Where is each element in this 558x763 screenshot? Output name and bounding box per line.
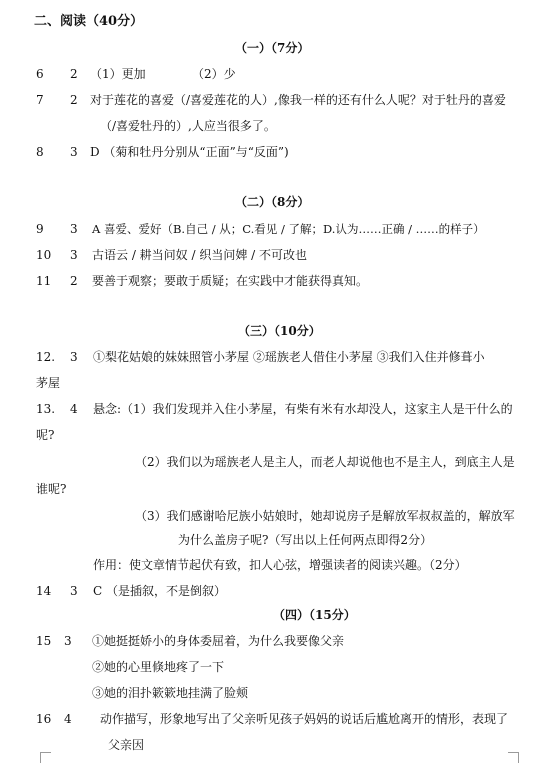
section-title: 二、阅读（40分）	[34, 14, 144, 29]
q16-score: 4	[64, 712, 72, 726]
q13-line2: 呢?	[36, 428, 55, 442]
q7-answer-line1: 对于莲花的喜爱（/喜爱莲花的人）,像我一样的还有什么人呢？对于牡丹的喜爱	[90, 93, 506, 107]
q15-answer-1: ①她挺挺娇小的身体委屈着，为什么我要像父亲	[92, 634, 345, 648]
q13-line5: （3）我们感谢哈尼族小姑娘时，她却说房子是解放军叔叔盖的，解放军	[135, 509, 515, 523]
q8-answer: D （菊和牡丹分别从“正面”与“反面”)	[90, 145, 289, 159]
q8-score: 3	[70, 145, 78, 159]
q11-score: 2	[70, 274, 78, 288]
q13-line4: 谁呢?	[36, 482, 67, 496]
part2-title: （二）（8分）	[235, 195, 310, 209]
q12-answer-line1: ①梨花姑娘的妹妹照管小茅屋 ②瑶族老人借住小茅屋 ③我们入住并修葺小	[93, 350, 485, 364]
q6-score: 2	[70, 67, 78, 81]
q7-answer-line2: （/喜爱牡丹的）,人应当很多了。	[100, 119, 276, 133]
q15-answer-3: ③她的泪扑簌簌地挂满了脸颊	[92, 686, 249, 700]
q13-score: 4	[70, 402, 78, 416]
q6-answer-2: （2）少	[192, 67, 236, 81]
q13-line7: 作用：使文章情节起伏有致，扣人心弦，增强读者的阅读兴趣。（2分）	[93, 558, 467, 572]
q14-answer: C （是插叙，不是倒叙）	[93, 584, 226, 598]
q8-number: 8	[36, 145, 44, 159]
q10-score: 3	[70, 248, 78, 262]
q9-number: 9	[36, 222, 44, 236]
q16-answer-line2: 父亲因	[108, 738, 145, 752]
q11-number: 11	[36, 274, 52, 288]
q9-answer: A 喜爱、爱好（B.自己 / 从；C.看见 / 了解；D.认为……正确 / ……的样子）	[92, 222, 485, 236]
q16-answer-line1: 动作描写，形象地写出了父亲听见孩子妈妈的说话后尴尬离开的情形，表现了	[100, 712, 509, 726]
q12-score: 3	[70, 350, 78, 364]
q13-line3: （2）我们以为瑶族老人是主人，而老人却说他也不是主人，到底主人是	[135, 455, 515, 469]
q10-answer: 古语云 / 耕当问奴 / 织当问婢 / 不可改也	[92, 248, 308, 262]
q14-number: 14	[36, 584, 52, 598]
q10-number: 10	[36, 248, 52, 262]
q14-score: 3	[70, 584, 78, 598]
q9-score: 3	[70, 222, 78, 236]
page-corner-mark-left	[40, 752, 51, 763]
q13-number: 13.	[36, 402, 56, 416]
page-corner-mark-right	[508, 752, 519, 763]
q7-score: 2	[70, 93, 78, 107]
part1-title: （一）（7分）	[235, 41, 310, 55]
q11-answer: 要善于观察；要敢于质疑；在实践中才能获得真知。	[92, 274, 369, 288]
q13-line6: 为什么盖房子呢?（写出以上任何两点即得2分）	[178, 533, 433, 547]
q16-number: 16	[36, 712, 52, 726]
q12-answer-line2: 茅屋	[36, 376, 61, 390]
q13-line1: 悬念:（1）我们发现并入住小茅屋，有柴有米有水却没人，这家主人是干什么的	[93, 402, 513, 416]
q7-number: 7	[36, 93, 44, 107]
q15-number: 15	[36, 634, 52, 648]
part3-title: （三）（10分）	[238, 324, 321, 338]
q15-answer-2: ②她的心里倏地疼了一下	[92, 660, 225, 674]
q6-number: 6	[36, 67, 44, 81]
q12-number: 12.	[36, 350, 56, 364]
part4-title: （四）（15分）	[273, 608, 356, 622]
q15-score: 3	[64, 634, 72, 648]
q6-answer-1: （1）更加	[90, 67, 146, 81]
